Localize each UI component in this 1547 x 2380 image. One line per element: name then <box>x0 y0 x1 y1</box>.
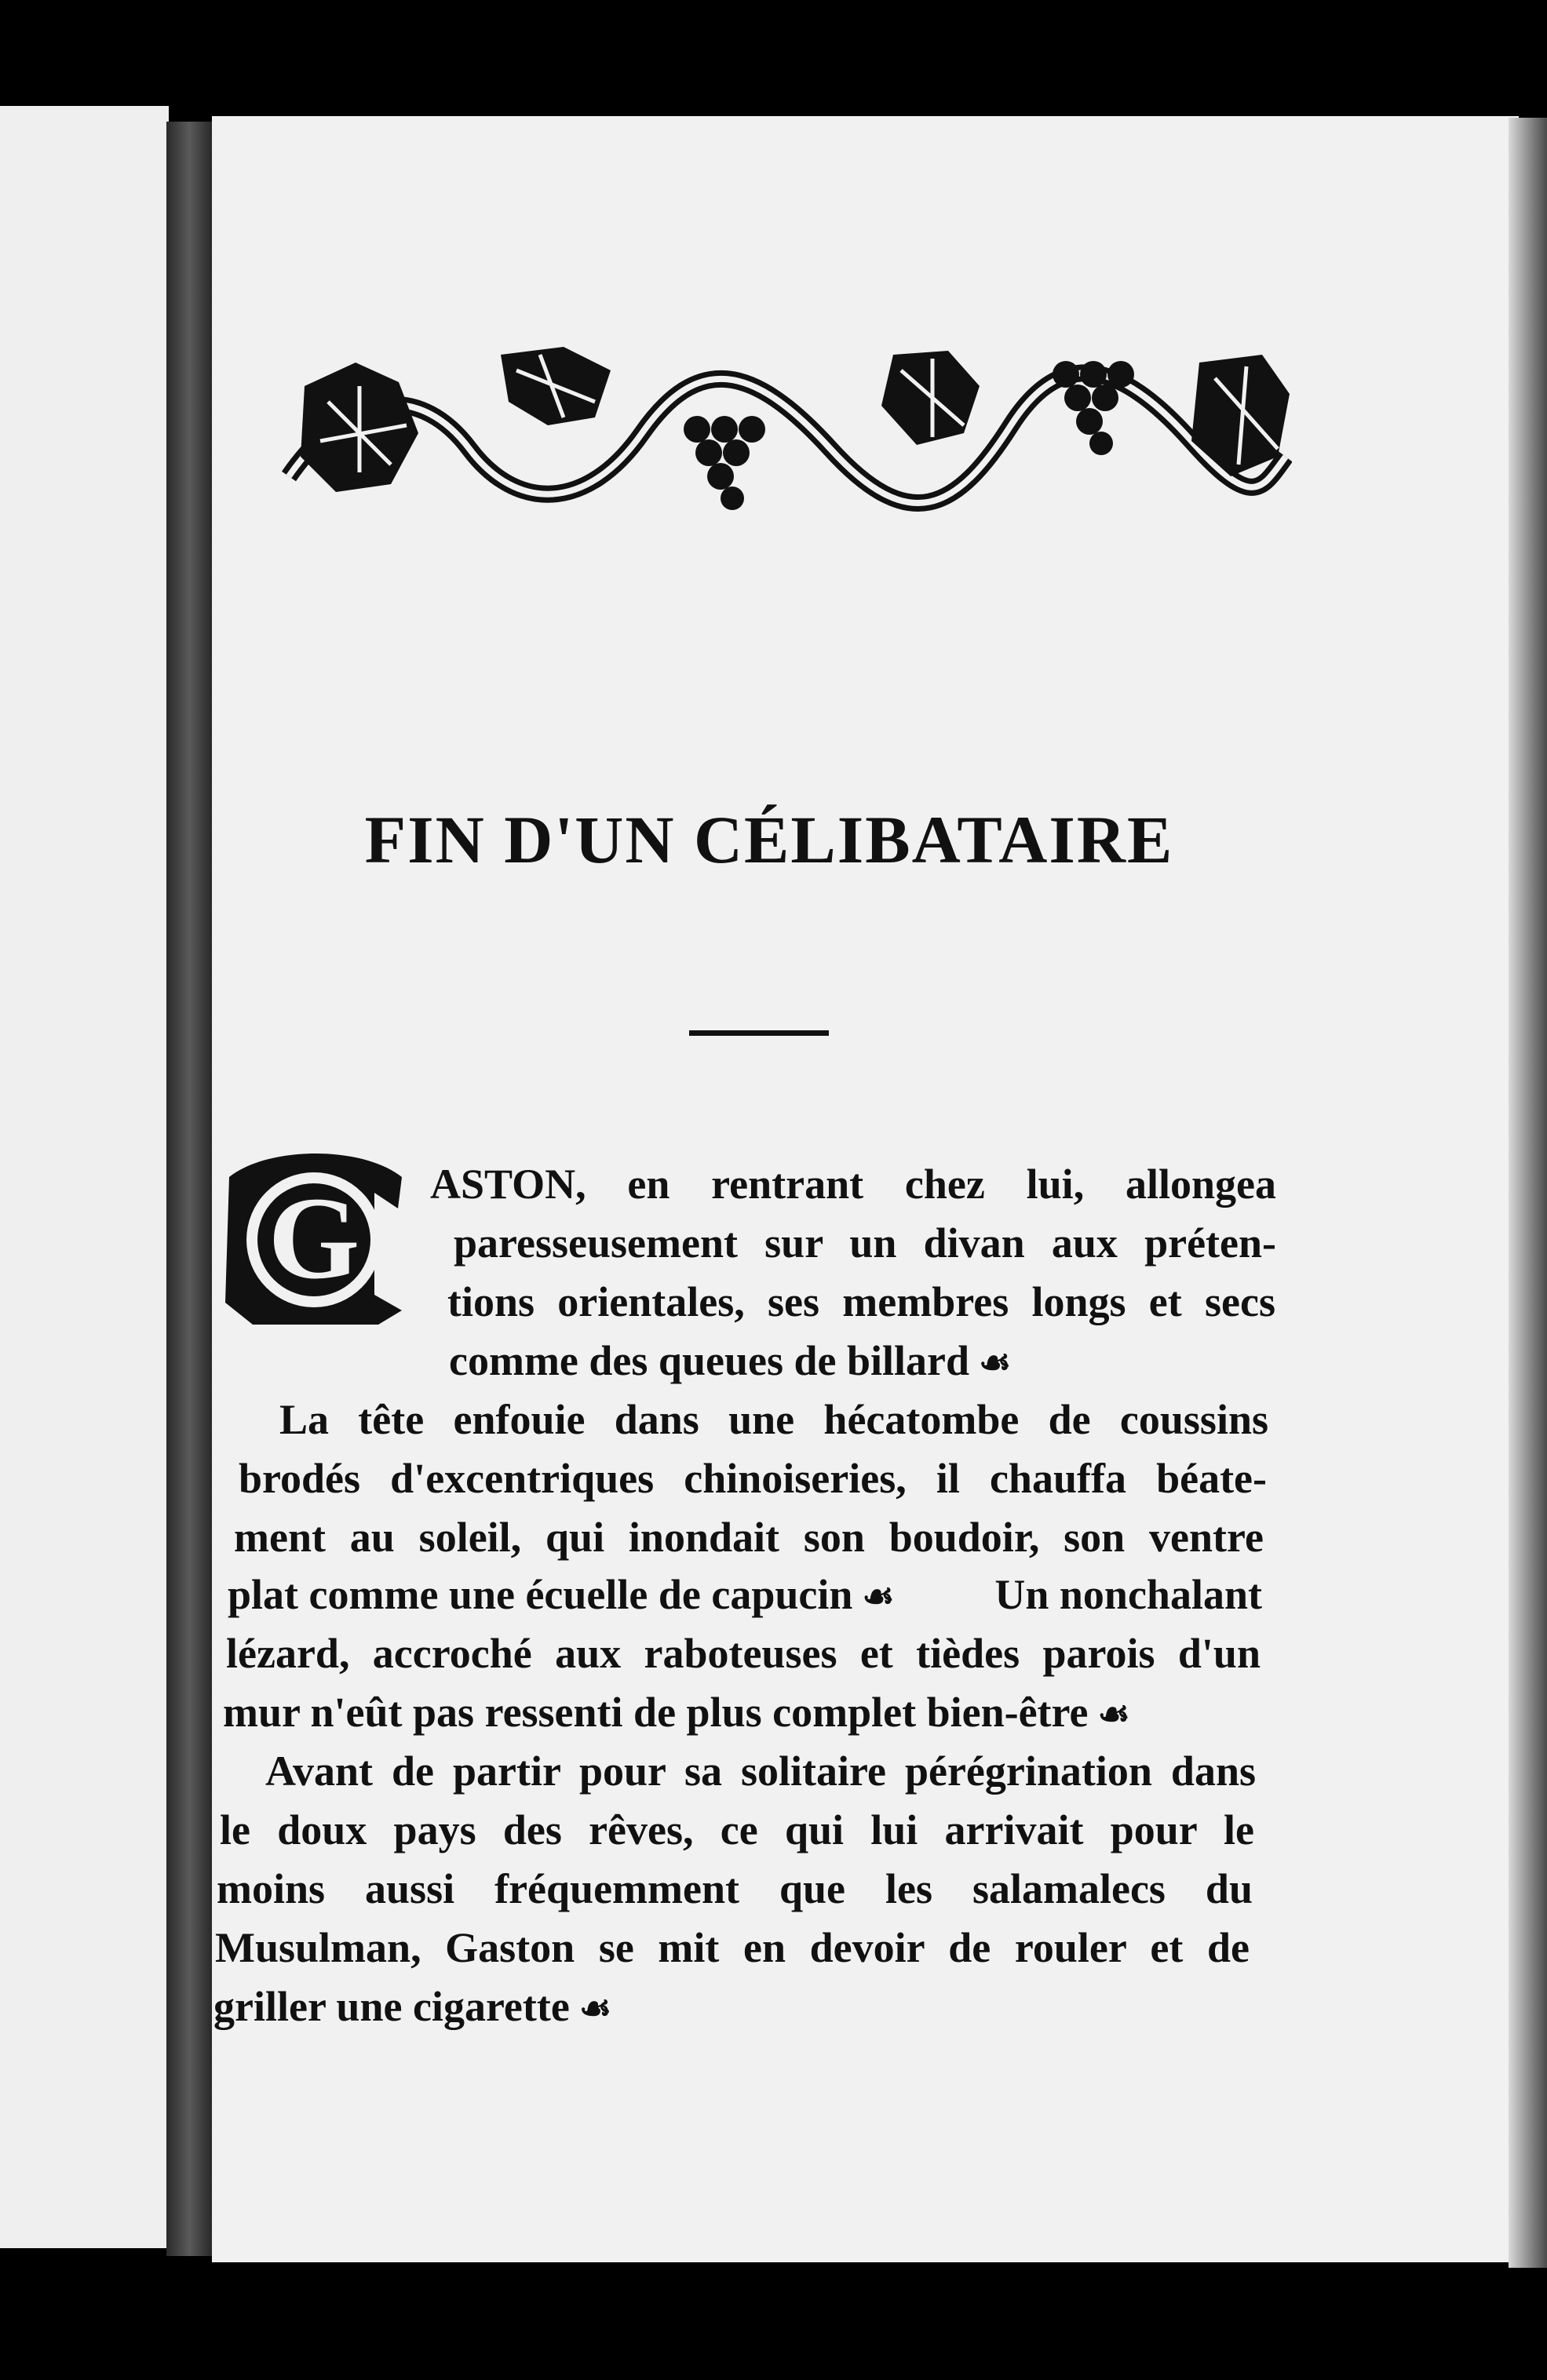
text-line: Avant de partir pour sa solitaire pérégrination dans <box>265 1748 1256 1795</box>
fleuron-icon: ☙ <box>578 1988 612 2028</box>
text-line: lézard, accroché aux raboteuses et tièdes parois d'un <box>226 1630 1261 1677</box>
text-line: le doux pays des rêves, ce qui lui arrivait pour le <box>220 1806 1254 1853</box>
text-line: paresseusement sur un divan aux préten- <box>454 1219 1276 1267</box>
book-gutter <box>166 122 217 2256</box>
fleuron-icon: ☙ <box>979 1343 1012 1383</box>
text-line: tions orientales, ses membres longs et secs <box>447 1278 1275 1325</box>
fleuron-icon: ☙ <box>1097 1694 1130 1734</box>
text-line: ASTON, en rentrant chez lui, allongea <box>430 1161 1276 1208</box>
chapter-title: FIN D'UN CÉLIBATAIRE <box>364 802 1174 877</box>
text-line: mur n'eût pas ressenti de plus complet bien-être ☙ <box>223 1689 1130 1736</box>
text-line: Musulman, Gaston se mit en devoir de rouler et de <box>215 1924 1250 1971</box>
text-line: plat comme une écuelle de capucin ☙ Un nonchalant <box>228 1571 1262 1618</box>
text-line: griller une cigarette ☙ <box>213 1983 612 2030</box>
svg-text:G: G <box>268 1173 360 1303</box>
text-line: comme des queues de billard ☙ <box>449 1337 1012 1384</box>
text-line: ment au soleil, qui inondait son boudoir, son ventre <box>234 1514 1264 1561</box>
dropcap-g-icon <box>221 1146 410 1326</box>
text-line: moins aussi fréquemment que les salamalecs du <box>217 1865 1253 1912</box>
left-page-edge <box>0 106 169 2248</box>
text-line: brodés d'excentriques chinoiseries, il chauffa béate- <box>239 1455 1267 1502</box>
page-edge-shadow <box>1509 118 1547 2268</box>
text-line: La tête enfouie dans une hécatombe de coussins <box>279 1396 1268 1443</box>
title-rule <box>689 1030 829 1036</box>
fleuron-icon: ☙ <box>862 1576 895 1616</box>
grapevine-headpiece-icon <box>281 339 1292 527</box>
